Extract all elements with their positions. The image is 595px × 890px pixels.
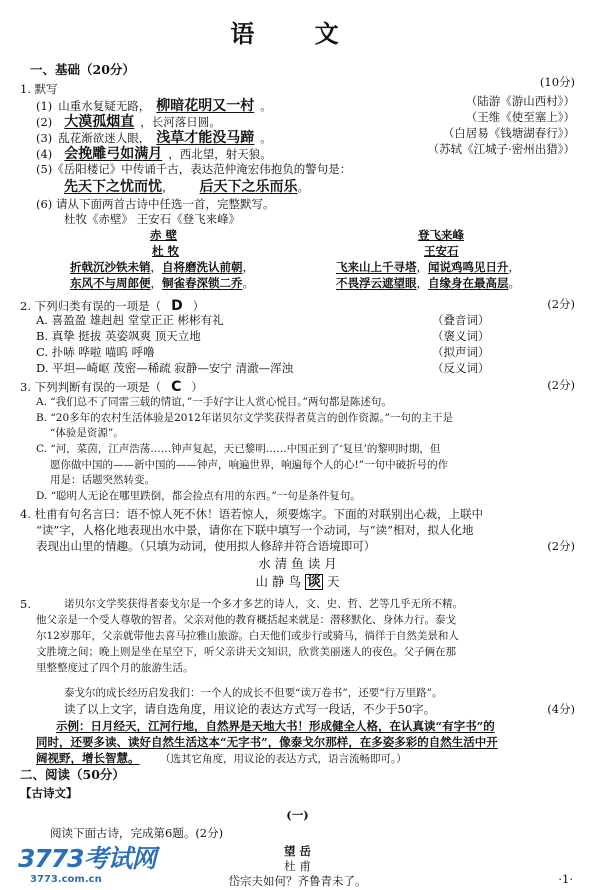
dictation-source: （王维《使至塞上》）: [465, 110, 575, 124]
passage-line: 里整整度过了四个月的旅游生活。: [36, 662, 194, 674]
question-4-line-1: 4. 杜甫有句名言曰：语不惊人死不休！语若惊人，须要炼字。下面的对联别出心裁，上联中: [20, 507, 484, 521]
question-2-score: (2分): [547, 297, 575, 311]
couplet-answer-box: 谈: [306, 574, 321, 590]
poem-b-author: 王安石: [424, 244, 459, 258]
poem-choice-line: 杜牧《赤壁》 王安石《登飞来峰》: [64, 212, 241, 226]
option-b: B. “20多年的农村生活体验是2012年诺贝尔文学奖获得者莫言的创作资源。”一句的主干是: [36, 412, 453, 424]
option-a: A. “我们总不了同雷三载的情谊，”一手好字让人赏心悦目。”两句都是陈述句。: [36, 396, 392, 408]
option-b-cont: “体验是资源”。: [50, 427, 124, 439]
option-text: C. 扑哧 哗啦 喵呜 呼噜: [36, 345, 155, 359]
reading-instruction: 阅读下面古诗，完成第6题。(2分): [50, 826, 224, 840]
poem-author: 杜 甫: [284, 859, 311, 873]
option-tag: （拟声词）: [432, 345, 490, 359]
question-3-score: (2分): [547, 378, 575, 392]
page-number: ·1·: [558, 872, 573, 886]
option-c: C. “河，菜茵，江声浩荡……钟声复起，天已黎明……中国正到了‘复旦’的黎明时期，但: [36, 443, 441, 455]
section-heading: 一、基础（20分）: [30, 62, 135, 77]
site-logo: 3773考试网: [18, 844, 156, 873]
question-5-inspiration: 泰戈尔的成长经历启发我们：一个人的成长不但要“读万卷书”，还要“行万里路”。: [64, 687, 443, 699]
dictation-item: (1) 山重水复疑无路， 柳暗花明又一村 。: [36, 98, 272, 114]
question-4-score: (2分): [547, 539, 575, 553]
poem-a-line-2: 东风不与周郎便，铜雀春深锁二乔。: [70, 276, 254, 290]
dictation-answer: 柳暗花明又一村: [156, 98, 255, 114]
answer-line: 示例：日月经天，江河行地，自然界是天地大书！形成健全人格，在认真读“有字书”的: [56, 719, 495, 733]
dictation-source: （陆游《游山西村》）: [465, 94, 575, 108]
poem-title: 望 岳: [283, 844, 311, 858]
poem-b-line-2: 不畏浮云遮望眼，自缘身在最高层。: [336, 276, 520, 290]
dictation-item: (2) 大漠孤烟直 ，长河落日圆。: [36, 114, 221, 130]
answer-line: 阔视野，增长智慧。: [36, 751, 140, 765]
dictation-answer: 大漠孤烟直: [64, 114, 135, 130]
dictation-source: （白居易《钱塘湖春行》）: [442, 126, 575, 140]
question-4-line-3: 表现出山里的情趣。（只填为动词，使用拟人修辞并符合语境即可）: [36, 539, 376, 553]
poem-a-author: 杜 牧: [152, 244, 180, 258]
poem-b-line-1: 飞来山上千寻塔，闻说鸡鸣见日升，: [336, 260, 520, 274]
poem-b-title: 登飞来峰: [418, 228, 464, 242]
question-5-number: 5.: [20, 597, 31, 611]
dictation-source: （苏轼《江城子·密州出猎》）: [427, 142, 575, 156]
poem-a-title: 赤 壁: [150, 228, 178, 242]
dictation-item-5-answer: 先天下之忧而忧， 后天下之乐而乐。: [64, 179, 309, 195]
dictation-answer: 会挽雕弓如满月: [64, 146, 163, 162]
passage-line: 他父亲是一个受人尊敬的智者。父亲对他的教育概括起来就是：潜移默化、身体力行。泰戈: [36, 614, 456, 626]
option-text: D. 平坦—崎岖 茂密—稀疏 寂静—安宁 清澈—浑浊: [36, 361, 294, 375]
option-tag: （褒义词）: [432, 329, 490, 343]
question-score: (10分): [539, 75, 575, 89]
dictation-item: (3) 乱花渐欲迷人眼， 浅草才能没马蹄 。: [36, 130, 272, 146]
option-text: B. 真挚 挺拔 英姿飒爽 顶天立地: [36, 329, 201, 343]
poem-line: 岱宗夫如何？齐鲁青未了。: [228, 874, 367, 888]
dictation-item-5: (5)《岳阳楼记》中传诵千古，表达范仲淹宏伟抱负的警句是：: [36, 162, 352, 176]
question-4-line-2: “读”字，人格化地表现出水中景，请你在下联中填写一个动词，与“读”相对，拟人化地: [36, 523, 474, 537]
option-c-cont: 愿你做中国的——新中国的——钟声，响遍世界，响遍每个人的心!”一句中破折号的作: [50, 459, 449, 471]
dictation-item-6: (6) 请从下面两首古诗中任选一首，完整默写。: [36, 197, 275, 211]
page-title: 语 文: [230, 19, 365, 48]
question-2-stem: 2. 下列归类有误的一项是（ D ）: [20, 298, 205, 314]
dictation-answer: 浅草才能没马蹄: [156, 130, 255, 146]
option-text: A. 喜盈盈 雄赳赳 堂堂正正 彬彬有礼: [36, 313, 224, 327]
question-label: 1. 默写: [20, 82, 58, 96]
passage-line: 诺贝尔文学奖获得者泰戈尔是一个多才多艺的诗人，文、史、哲、艺等几乎无所不精。: [64, 598, 463, 610]
question-5-prompt: 读了以上文字，请自选角度，用议论的表达方式写一段话，不少于50字。: [64, 702, 436, 716]
option-tag: （叠音词）: [432, 313, 490, 327]
option-d: D. “聪明人无论在哪里跌倒，都会捡点有用的东西。”一句是条件复句。: [36, 490, 361, 502]
question-5-score: (4分): [547, 702, 575, 716]
option-c-cont-2: 用是：话题突然转变。: [50, 474, 155, 486]
passage-line: 尔12岁那年，父亲就带他去喜马拉雅山旅游。白天他们或步行或骑马，徜徉于自然美景和人: [36, 630, 459, 642]
couplet-lower: 山 静 鸟 谈 天: [255, 574, 340, 590]
part-number: (一): [286, 808, 309, 822]
section-2-heading: 二、阅读（50分）: [20, 767, 125, 782]
couplet-upper: 水 清 鱼 读 月: [258, 556, 337, 571]
poem-a-line-1: 折戟沉沙铁未销，自将磨洗认前朝，: [70, 260, 254, 274]
section-2-sub: 【古诗文】: [20, 786, 78, 800]
option-tag: （反义词）: [432, 361, 490, 375]
question-5-answer-note: （选其它角度，用议论的表达方式，语言流畅即可。）: [160, 753, 407, 765]
passage-line: 文胜境之间；晚上则是坐在星空下，听父亲讲天文知识，欣赏美丽迷人的夜色。父子俩在那: [36, 646, 456, 658]
dictation-item: (4) 会挽雕弓如满月 ，西北望，射天狼。: [36, 146, 272, 162]
answer-line: 同时，还要多读、读好自然生活这本“无字书”，像泰戈尔那样，在多姿多彩的自然生活中开: [36, 735, 498, 749]
question-3-stem: 3. 下列判断有误的一项是（ C ）: [20, 379, 203, 395]
site-url: 3773.com.cn: [30, 874, 102, 885]
